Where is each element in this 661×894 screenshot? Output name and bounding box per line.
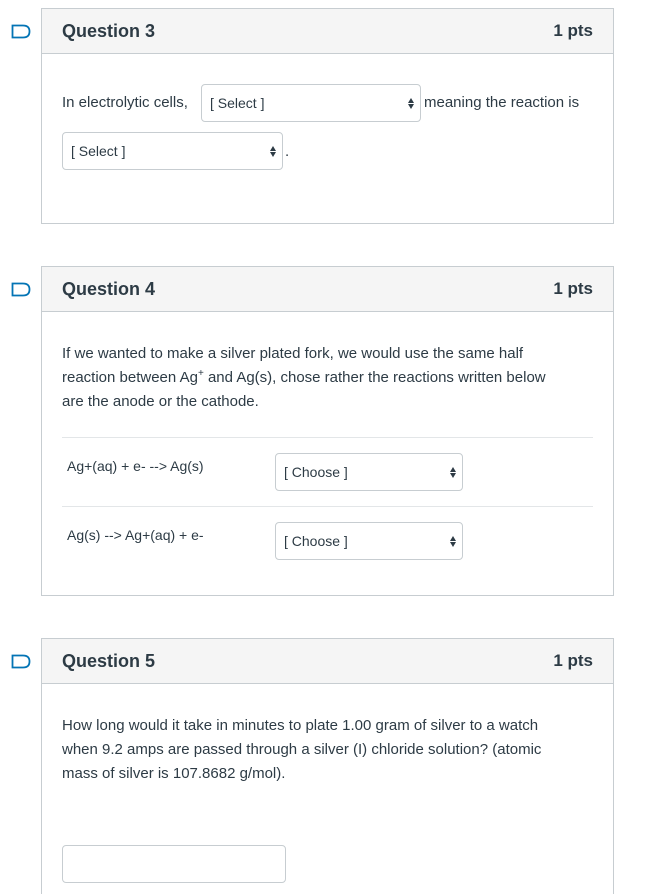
flag-question-icon[interactable] <box>11 282 31 297</box>
question-text-end: . <box>285 143 290 160</box>
select-arrows-icon <box>270 146 276 157</box>
select-arrows-icon <box>450 467 456 478</box>
flag-question-icon[interactable] <box>11 24 31 39</box>
question-text-line: How long would it take in minutes to plate 1.00 gram of silver to a watch <box>62 717 539 734</box>
question-points: 1 pts <box>553 21 593 40</box>
question-points: 1 pts <box>553 279 593 298</box>
question-text-line: when 9.2 amps are passed through a silver (I) chloride solution? (atomic <box>62 741 542 758</box>
question-5-card <box>41 638 614 894</box>
flag-question-icon[interactable] <box>11 654 31 669</box>
question-text-before: In electrolytic cells, <box>62 94 188 111</box>
answer-input[interactable] <box>62 845 286 883</box>
match-row <box>62 506 593 576</box>
question-title: Question 3 <box>62 20 156 41</box>
question-points: 1 pts <box>553 651 593 670</box>
question-text-line: mass of silver is 107.8682 g/mol). <box>62 765 286 782</box>
match-label: Ag+(aq) + e- --> Ag(s) <box>67 458 204 474</box>
select-value: [ Choose ] <box>284 464 348 480</box>
match-select[interactable] <box>275 522 463 560</box>
match-row <box>62 437 593 507</box>
question-3-card <box>41 8 614 224</box>
question-text-line: are the anode or the cathode. <box>62 393 259 410</box>
match-label: Ag(s) --> Ag+(aq) + e- <box>67 527 204 543</box>
text-fragment: and Ag(s), chose rather the reactions written below <box>203 369 546 386</box>
answer-select-2[interactable] <box>62 132 283 170</box>
text-fragment: reaction between Ag <box>62 369 198 386</box>
answer-select-1[interactable] <box>201 84 421 122</box>
question-text-line: If we wanted to make a silver plated fork, we would use the same half <box>62 345 524 362</box>
question-text <box>42 714 561 786</box>
match-select[interactable] <box>275 453 463 491</box>
question-text <box>42 342 566 414</box>
question-header <box>42 639 613 684</box>
question-text-middle: meaning the reaction is <box>424 94 580 111</box>
question-text-line <box>62 366 546 390</box>
superscript: + <box>197 368 204 379</box>
question-4-card <box>41 266 614 596</box>
question-header <box>42 267 613 312</box>
select-value: [ Select ] <box>210 95 265 111</box>
question-title: Question 5 <box>62 650 156 671</box>
question-header <box>42 9 613 54</box>
select-value: [ Choose ] <box>284 533 348 549</box>
question-title: Question 4 <box>62 278 156 299</box>
select-value: [ Select ] <box>71 143 126 159</box>
select-arrows-icon <box>450 536 456 547</box>
select-arrows-icon <box>408 98 414 109</box>
